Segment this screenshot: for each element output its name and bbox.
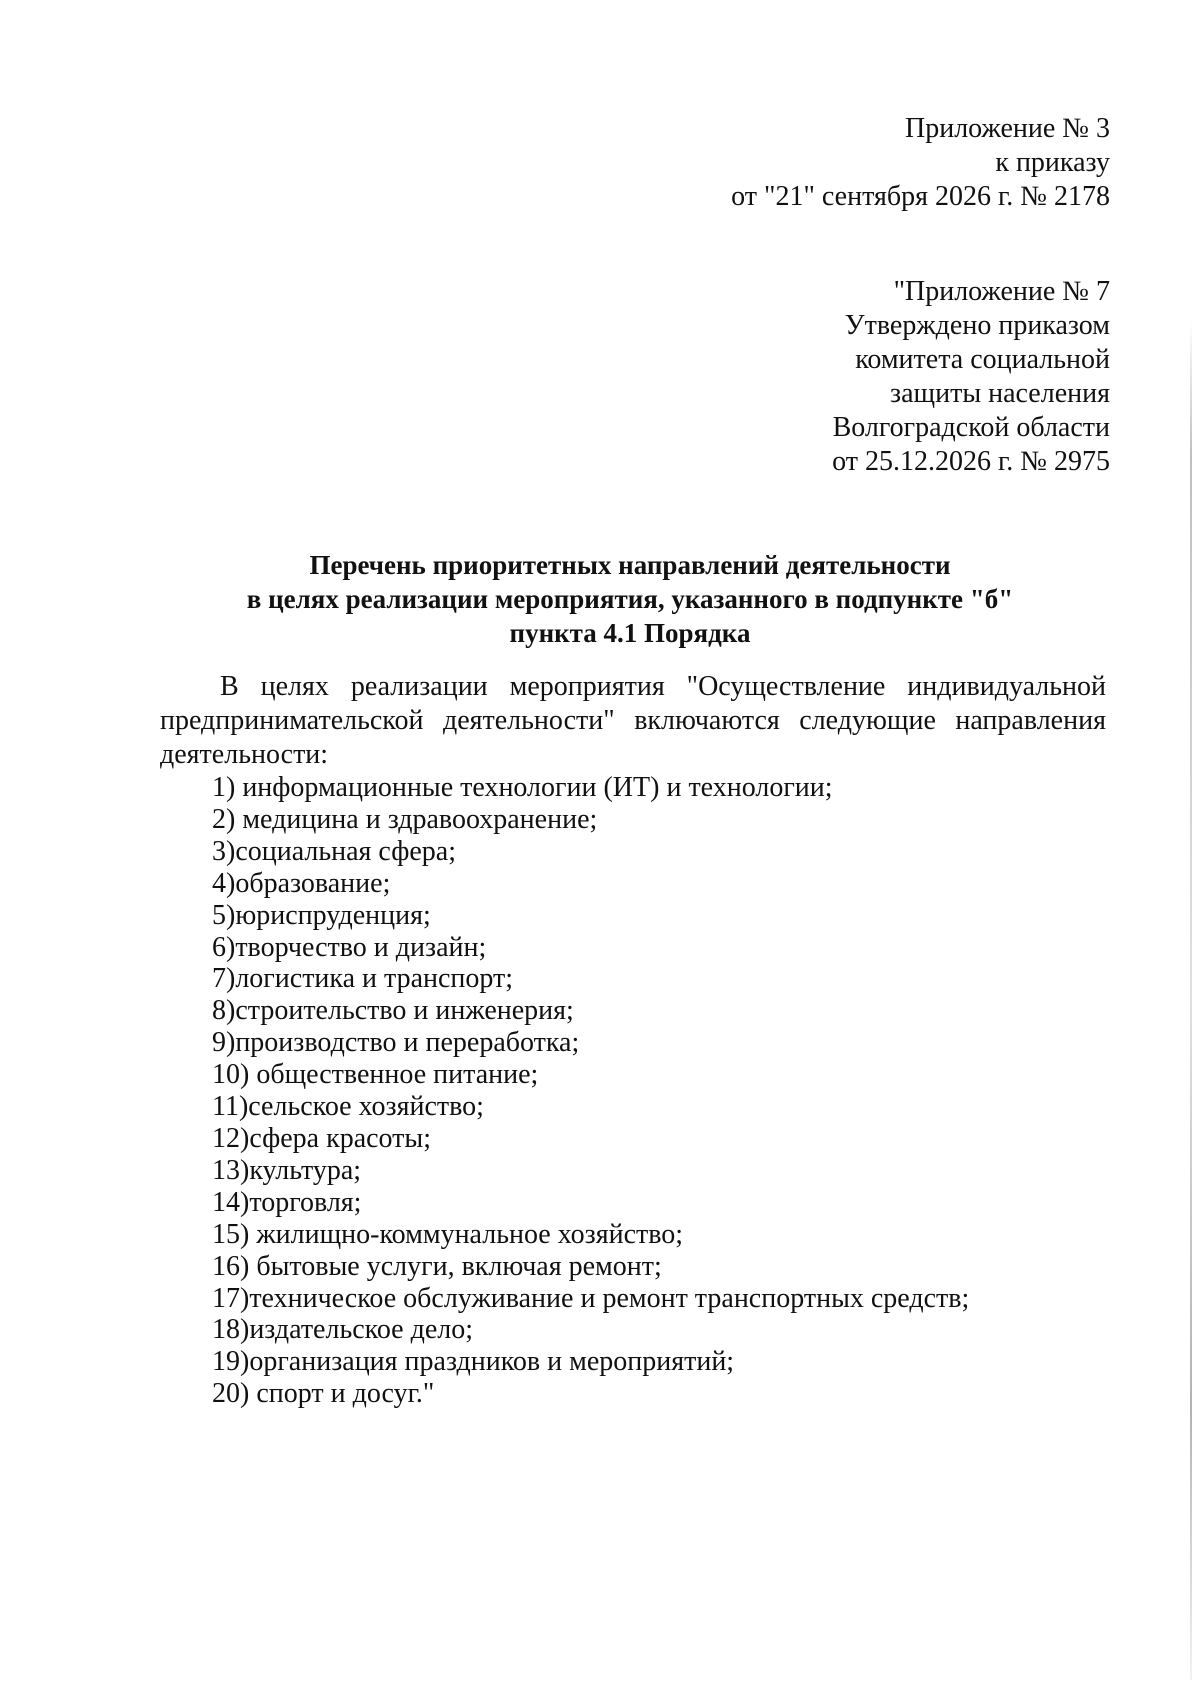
intro-line-1 bbox=[160, 670, 1106, 704]
intro-word: деятельности" bbox=[442, 705, 615, 736]
list-item: 18)издательское дело; bbox=[212, 1314, 474, 1346]
appendix-3-header bbox=[731, 112, 1110, 214]
intro-word: следующие bbox=[799, 705, 936, 736]
list-item: 19)организация праздников и мероприятий; bbox=[212, 1346, 735, 1378]
appendix-7-approved: Утверждено приказом bbox=[844, 310, 1110, 341]
intro-word: мероприятия bbox=[509, 671, 665, 702]
list-item: 14)торговля; bbox=[212, 1186, 362, 1218]
list-item: 17)техническое обслуживание и ремонт транспортных средств; bbox=[212, 1282, 970, 1314]
intro-word: включаются bbox=[634, 705, 780, 736]
appendix-7-committee: комитета социальной bbox=[855, 344, 1110, 375]
title-line-3: пункта 4.1 Порядка bbox=[509, 618, 751, 648]
intro-paragraph bbox=[160, 670, 1106, 772]
intro-word: целях bbox=[260, 671, 329, 702]
appendix-7-region: Волгоградской области bbox=[832, 412, 1110, 443]
intro-word: индивидуальной bbox=[907, 671, 1106, 702]
appendix-7-header bbox=[832, 275, 1110, 479]
list-item: 6)творчество и дизайн; bbox=[212, 931, 487, 963]
list-item: 8)строительство и инженерия; bbox=[212, 995, 574, 1027]
list-item: 11)сельское хозяйство; bbox=[212, 1091, 484, 1123]
intro-line-2 bbox=[160, 704, 1106, 738]
scan-edge-shadow bbox=[1190, 320, 1192, 1680]
appendix-3-order-ref: к приказу bbox=[995, 147, 1110, 178]
list-item: 1) информационные технологии (ИТ) и технологии; bbox=[212, 772, 833, 803]
intro-word: направления bbox=[955, 705, 1106, 736]
list-item: 5)юриспруденция; bbox=[212, 899, 431, 931]
list-item: 13)культура; bbox=[212, 1154, 362, 1186]
list-item: 3)социальная сфера; bbox=[212, 835, 456, 867]
directions-list bbox=[212, 772, 969, 1410]
list-item: 9)производство и переработка; bbox=[212, 1027, 580, 1059]
list-item: 20) спорт и досуг." bbox=[212, 1378, 435, 1410]
list-item: 15) жилищно-коммунальное хозяйство; bbox=[212, 1218, 684, 1250]
intro-word: предпринимательской bbox=[160, 705, 424, 736]
list-item: 12)сфера красоты; bbox=[212, 1122, 432, 1154]
list-item: 4)образование; bbox=[212, 867, 391, 899]
intro-line-3: деятельности: bbox=[160, 739, 329, 770]
list-item: 16) бытовые услуги, включая ремонт; bbox=[212, 1250, 662, 1282]
list-item: 7)логистика и транспорт; bbox=[212, 963, 514, 995]
intro-word: реализации bbox=[350, 671, 488, 702]
appendix-7-protection: защиты населения bbox=[890, 378, 1110, 409]
intro-word: В bbox=[220, 671, 239, 702]
appendix-3-number: Приложение № 3 bbox=[905, 113, 1110, 144]
appendix-7-date: от 25.12.2026 г. № 2975 bbox=[832, 446, 1110, 477]
title-line-1: Перечень приоритетных направлений деятельности bbox=[309, 550, 951, 580]
appendix-7-number: "Приложение № 7 bbox=[893, 276, 1110, 307]
title-line-2: в целях реализации мероприятия, указанного в подпункте "б" bbox=[246, 584, 1014, 614]
appendix-3-order-date: от "21" сентября 2026 г. № 2178 bbox=[731, 181, 1110, 212]
intro-word: "Осуществление bbox=[686, 671, 886, 702]
document-title bbox=[160, 548, 1100, 650]
list-item: 2) медицина и здравоохранение; bbox=[212, 803, 598, 835]
list-item: 10) общественное питание; bbox=[212, 1059, 539, 1091]
